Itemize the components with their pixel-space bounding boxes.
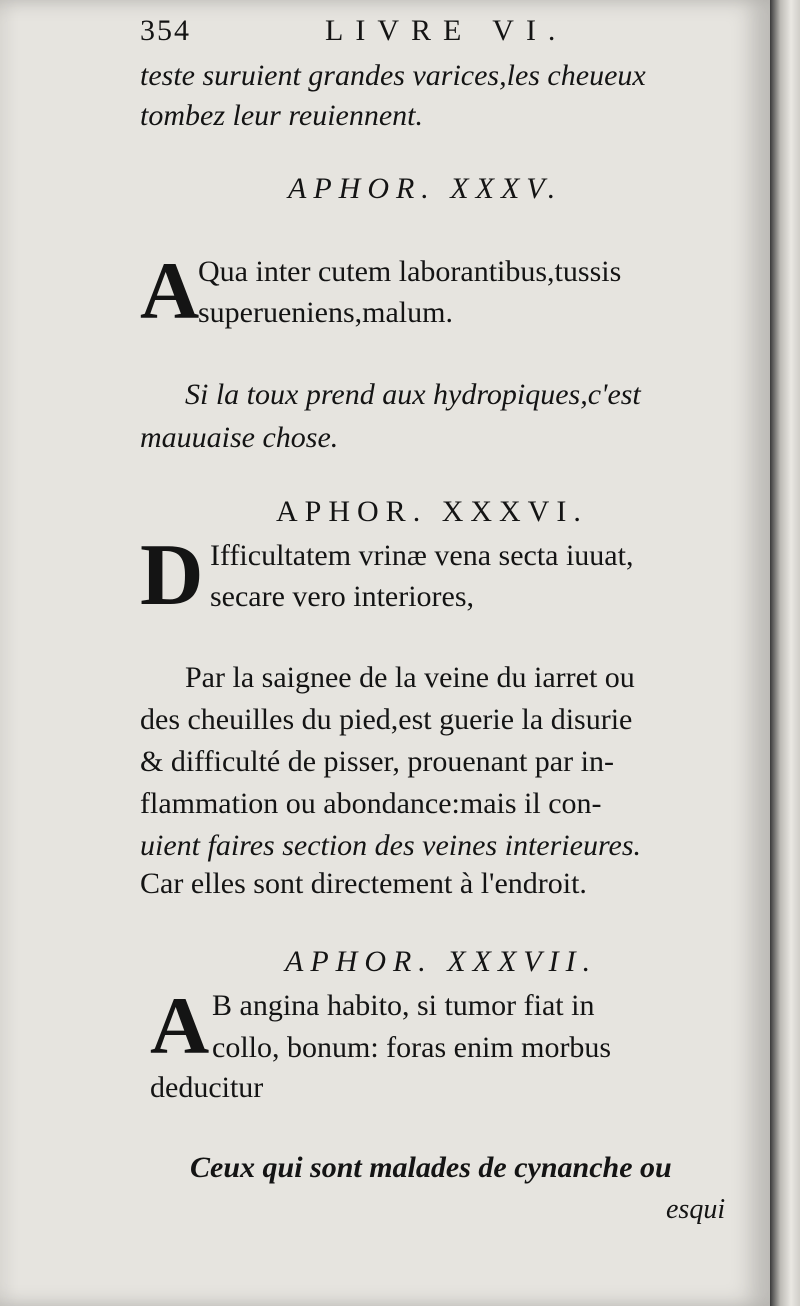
french-text-line: flammation ou abondance:mais il con- [140,787,602,820]
french-text-line: Par la saignee de la veine du iarret ou [185,661,635,694]
latin-text-line: Qua inter cutem laborantibus,tussis [198,255,622,288]
aphorism-heading: APHOR. XXXV. [288,172,563,205]
latin-text-line: B angina habito, si tumor fiat in [212,989,595,1022]
latin-text-line: Ifficultatem vrinæ vena secta iuuat, [210,539,634,572]
drop-capital: A [140,245,200,336]
continuation-line: teste suruient grandes varices,les cheueux [140,59,646,92]
latin-text-line: superueniens,malum. [198,296,453,329]
french-text-line: Si la toux prend aux hydropiques,c'est [185,378,641,411]
latin-text-line: collo, bonum: foras enim morbus [212,1031,612,1064]
page-number: 354 [140,14,191,47]
page-edge [770,0,800,1306]
french-text-line: Ceux qui sont malades de cynanche ou [190,1151,672,1184]
catchword: esqui [666,1194,726,1225]
french-text-line: Car elles sont directement à l'endroit. [140,867,587,900]
french-text-line: uient faires section des veines interieures. [140,829,641,862]
continuation-line: tombez leur reuiennent. [140,99,423,132]
aphorism-heading: APHOR. XXXVII. [285,945,598,978]
drop-capital: D [140,527,204,624]
french-text-line: & difficulté de pisser, prouenant par in- [140,745,614,778]
latin-text-line: secare vero interiores, [210,580,475,613]
latin-text-line: deducitur [150,1071,264,1104]
drop-capital: A [150,980,210,1071]
french-text-line: des cheuilles du pied,est guerie la disurie [140,703,633,736]
page-header [140,14,740,54]
running-title: LIVRE VI. [325,14,568,47]
french-text-line: mauuaise chose. [140,421,339,454]
aphorism-heading: APHOR. XXXVI. [276,495,588,528]
